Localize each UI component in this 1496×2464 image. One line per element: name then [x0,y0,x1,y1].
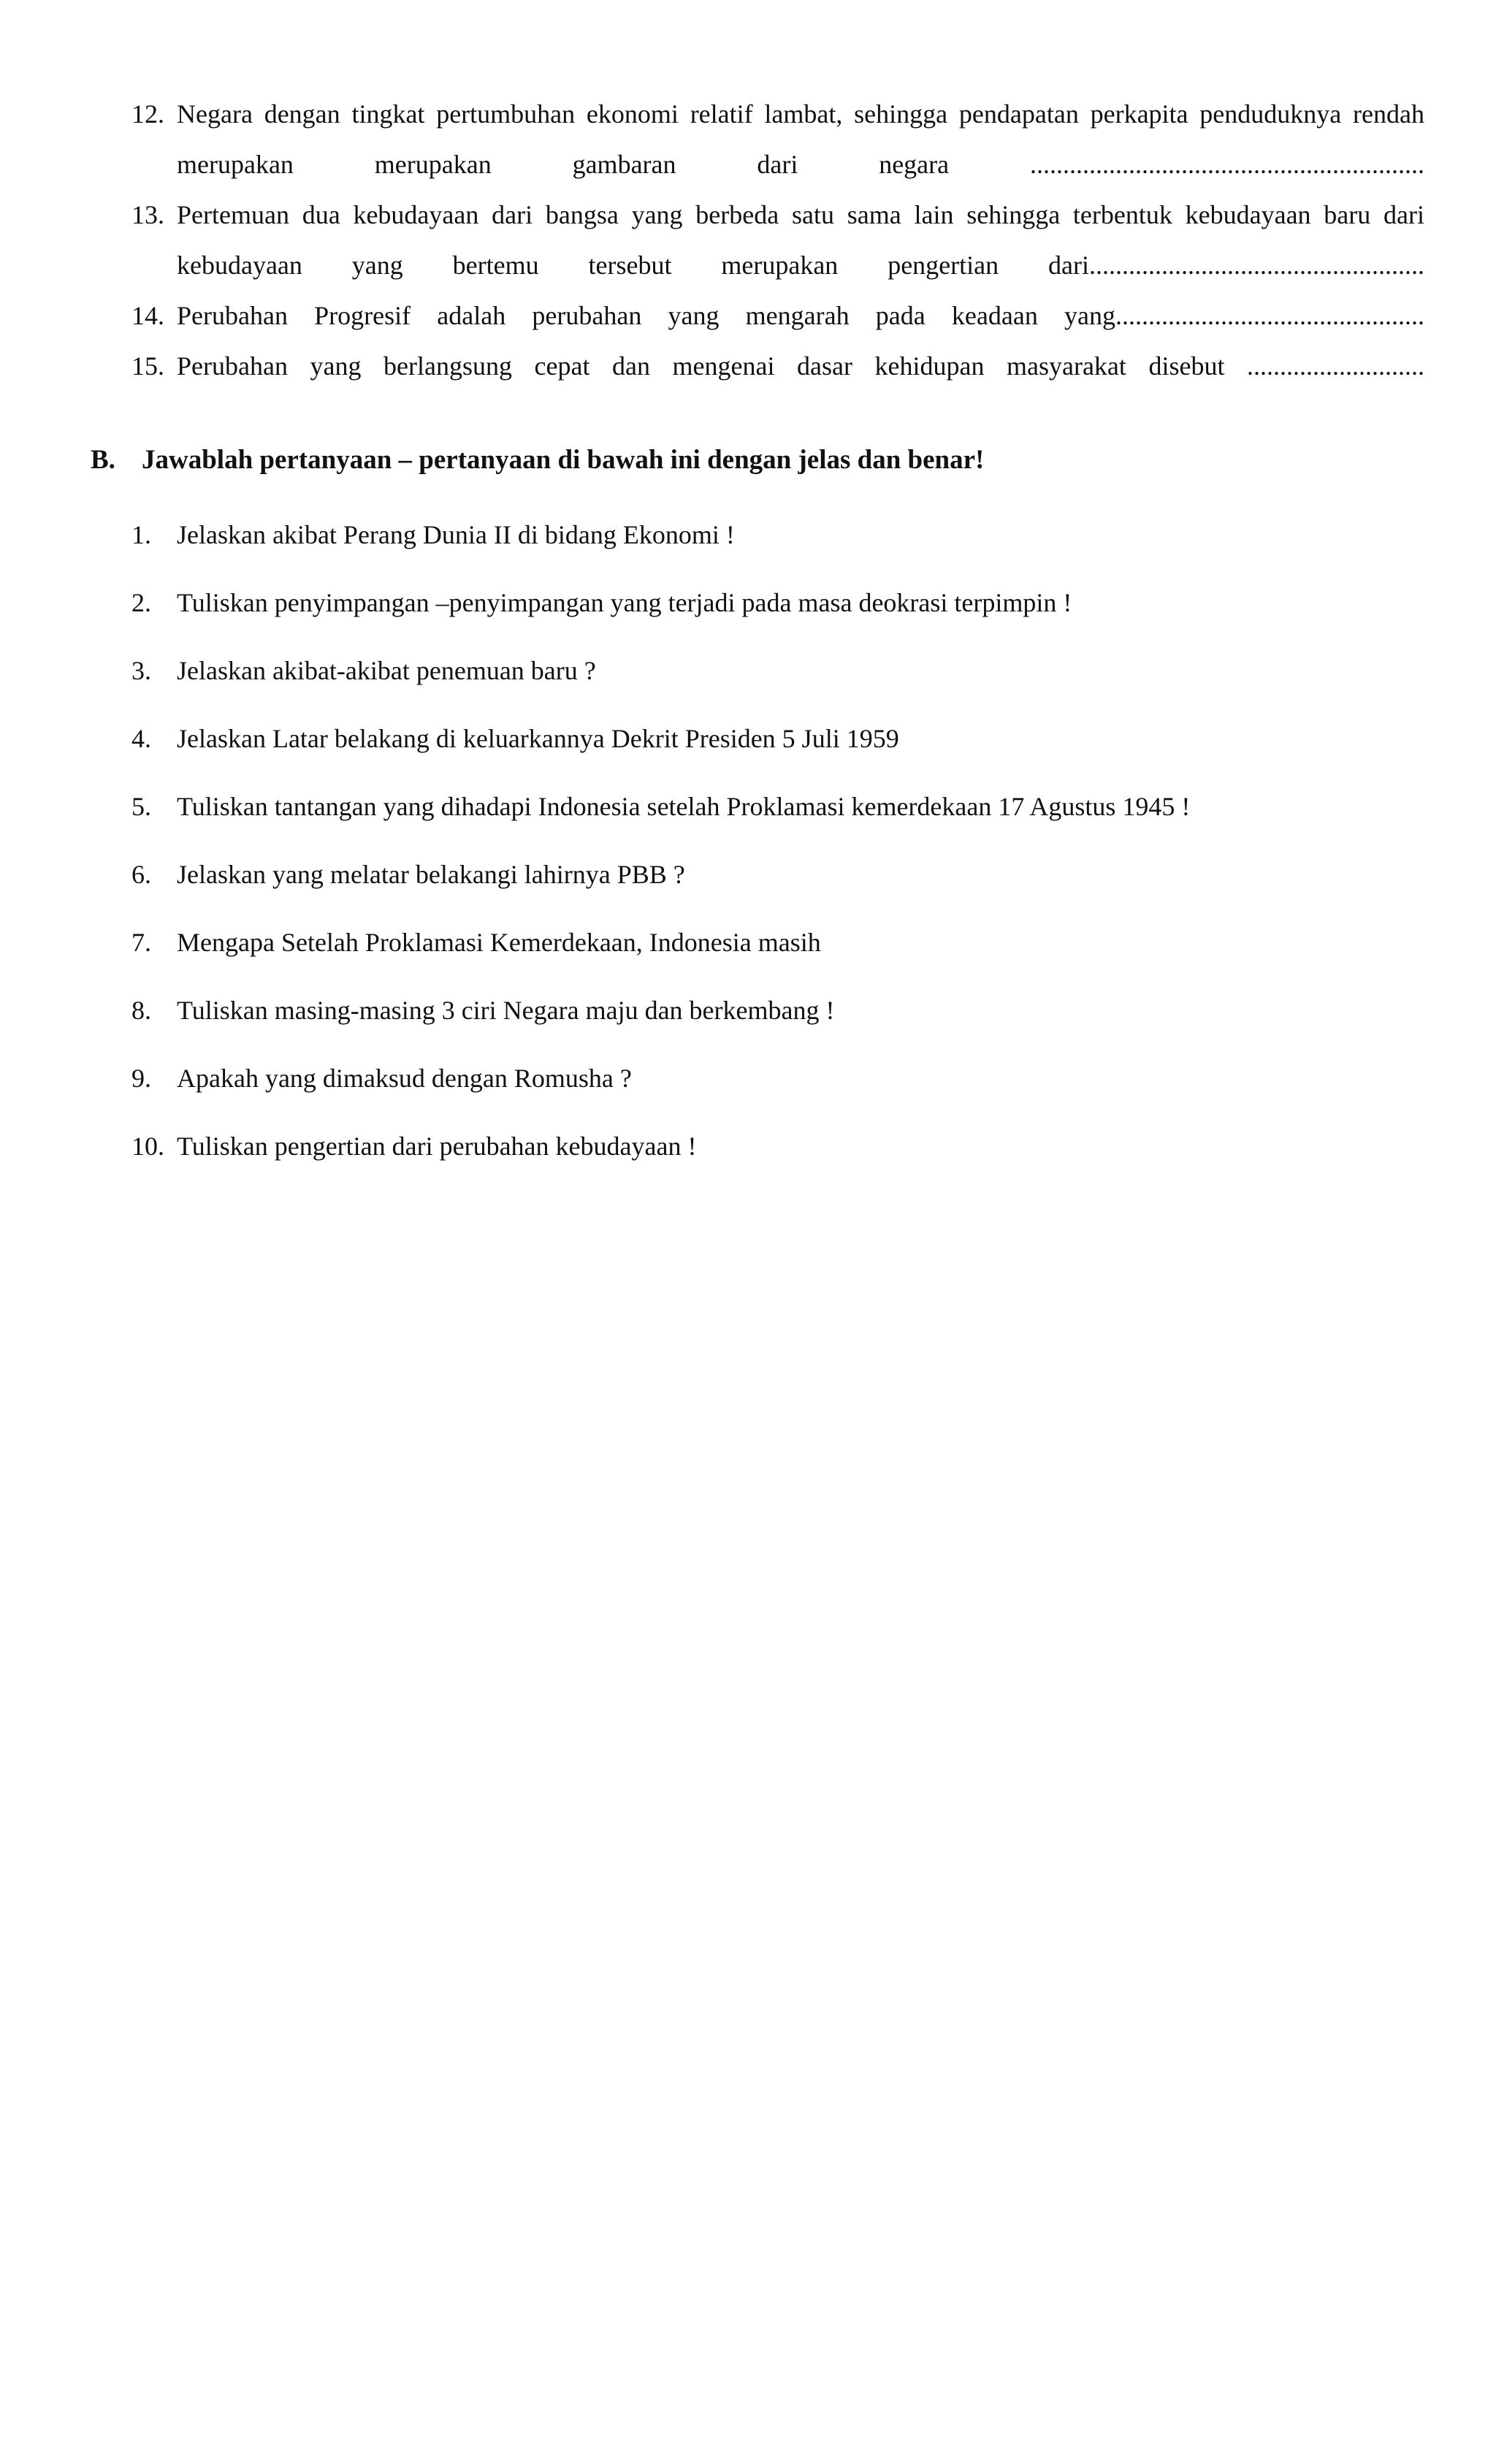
item-text: Tuliskan masing-masing 3 ciri Negara maju dan berkembang ! [177,996,835,1025]
item-text: Tuliskan penyimpangan –penyimpangan yang terjadi pada masa deokrasi terpimpin ! [177,588,1072,617]
list-item [131,717,1424,785]
section-b-heading [91,438,1423,482]
item-number: 13. [131,200,164,229]
item-text: Apakah yang dimaksud dengan Romusha ? [177,1064,632,1093]
item-number: 7. [131,928,151,957]
item-text: Jelaskan Latar belakang di keluarkannya Dekrit Presiden 5 Juli 1959 [177,724,899,753]
item-number: 9. [131,1064,151,1093]
item-number: 14. [131,301,164,330]
list-item [131,291,1424,341]
list-item [131,853,1424,920]
item-number: 12. [131,99,164,129]
list-item [131,988,1424,1056]
list-item [131,1056,1424,1124]
list-item [131,190,1424,291]
item-text: Perubahan yang berlangsung cepat dan mengenai dasar kehidupan masyarakat disebut ........................... [177,351,1424,381]
part-b-question-list [131,513,1424,1192]
part-a-question-list [131,89,1424,392]
list-item [131,581,1424,649]
item-number: 3. [131,656,151,685]
list-item [131,920,1424,988]
item-text: Tuliskan tantangan yang dihadapi Indonesia setelah Proklamasi kemerdekaan 17 Agustus 1945 ! [177,792,1191,821]
item-number: 2. [131,588,151,617]
item-text: Jelaskan akibat Perang Dunia II di bidang Ekonomi ! [177,520,735,549]
item-number: 10. [131,1132,164,1161]
item-text: Jelaskan akibat-akibat penemuan baru ? [177,656,596,685]
item-number: 1. [131,520,151,549]
list-item [131,1124,1424,1192]
item-text: Perubahan Progresif adalah perubahan yang mengarah pada keadaan yang............................................... [177,301,1424,330]
item-text: Jelaskan yang melatar belakangi lahirnya PBB ? [177,860,685,889]
item-number: 6. [131,860,151,889]
list-item [131,513,1424,581]
list-item [131,89,1424,190]
list-item [131,649,1424,717]
item-number: 4. [131,724,151,753]
item-text: Negara dengan tingkat pertumbuhan ekonomi relatif lambat, sehingga pendapatan perkapita penduduknya rendah merupakan merupakan gambaran dari negara ............................................................ [177,99,1424,179]
list-item [131,341,1424,392]
section-letter: B. [91,445,115,475]
item-number: 8. [131,996,151,1025]
item-number: 5. [131,792,151,821]
item-number: 15. [131,351,164,381]
list-item [131,785,1424,853]
item-text: Tuliskan pengertian dari perubahan kebudayaan ! [177,1132,697,1161]
item-text: Mengapa Setelah Proklamasi Kemerdekaan, Indonesia masih [177,928,821,957]
section-instruction: Jawablah pertanyaan – pertanyaan di bawah ini dengan jelas dan benar! [142,445,985,475]
item-text: Pertemuan dua kebudayaan dari bangsa yang berbeda satu sama lain sehingga terbentuk kebudayaan baru dari kebudayaan yang bertemu tersebut merupakan pengertian dari................................................... [177,200,1424,280]
